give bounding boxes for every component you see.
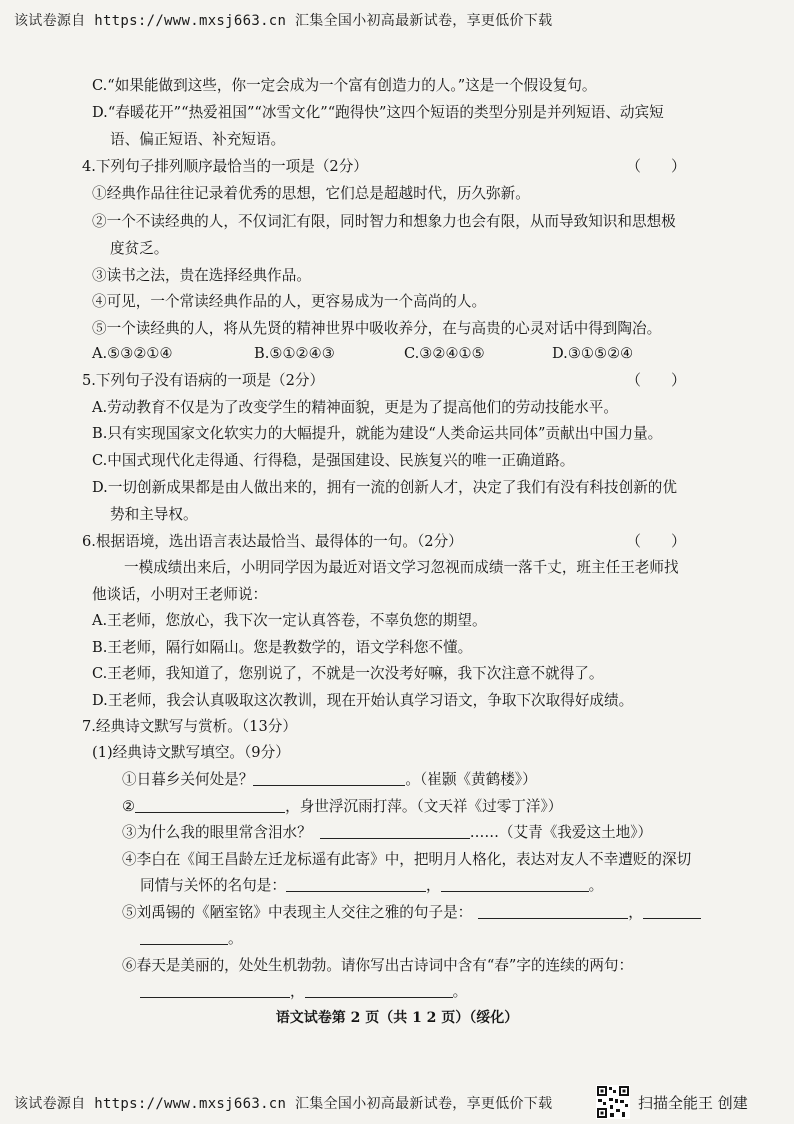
q6-choice-c: C.王老师，我知道了，您别说了，不就是一次没考好嘛，我下次注意不就得了。 xyxy=(92,665,604,682)
q7-item-4-line2 xyxy=(140,876,603,896)
q4-choice-c: C.③②④①⑤ xyxy=(404,345,485,362)
source-banner-bottom: 该试卷源自 https://www.mxsj663.cn 汇集全国小初高最新试卷，享更低价下载 xyxy=(14,1096,553,1112)
qr-code-icon xyxy=(596,1085,630,1119)
q4-sentence-5: ⑤一个读经典的人，将从先贤的精神世界中吸收养分，在与高贵的心灵对话中得到陶冶。 xyxy=(92,320,662,337)
q7-item-6-period: 。 xyxy=(452,983,468,1000)
source-banner-top: 该试卷源自 https://www.mxsj663.cn 汇集全国小初高最新试卷，享更低价下载 xyxy=(14,13,553,29)
q5-choice-d-line2: 势和主导权。 xyxy=(110,506,198,523)
q4-choice-d: D.③①⑤②④ xyxy=(552,345,634,362)
q6-stem: 6.根据语境，选出语言表达最恰当、最得体的一句。（2分） xyxy=(82,533,463,550)
q6-choice-d: D.王老师，我会认真吸取这次教训，现在开始认真学习语文，争取下次取得好成绩。 xyxy=(92,692,634,709)
q7-item-5-blank-1[interactable] xyxy=(478,904,628,919)
q4-sentence-1: ①经典作品往往记录着优秀的思想，它们总是超越时代，历久弥新。 xyxy=(92,185,530,202)
q4-sentence-3: ③读书之法，贵在选择经典作品。 xyxy=(92,267,311,284)
q7-item-3-blank[interactable] xyxy=(320,824,470,839)
q4-sentence-4: ④可见，一个常读经典作品的人，更容易成为一个高尚的人。 xyxy=(92,293,487,310)
q3-option-d-line1: D.“春暖花开”“热爱祖国”“冰雪文化”“跑得快”这四个短语的类型分别是并列短语、动宾短 xyxy=(92,104,664,121)
q6-choice-a: A.王老师，您放心，我下次一定认真答卷，不辜负您的期望。 xyxy=(92,612,487,629)
q4-choice-b: B.⑤①②④③ xyxy=(254,345,335,362)
q7-item-6-line2 xyxy=(140,982,467,1002)
q4-answer-paren: （ ） xyxy=(626,157,687,175)
q7-item-6-blank-1[interactable] xyxy=(140,983,290,998)
q4-stem: 4.下列句子排列顺序最恰当的一项是（2分） xyxy=(82,158,368,175)
q7-item-2 xyxy=(122,797,562,817)
q5-stem: 5.下列句子没有语病的一项是（2分） xyxy=(82,372,325,389)
q6-context-line1: 一模成绩出来后，小明同学因为最近对语文学习忽视而成绩一落千丈，班主任王老师找 xyxy=(124,559,679,576)
q7-item-3 xyxy=(122,823,652,843)
q6-answer-paren: （ ） xyxy=(626,532,687,550)
q7-stem: 7.经典诗文默写与赏析。（13分） xyxy=(82,718,297,735)
q7-item-5-line2 xyxy=(140,929,243,949)
q7-item-6-comma: ， xyxy=(290,983,305,1000)
q7-item-4-period: 。 xyxy=(588,877,604,894)
q7-item-5-comma: ， xyxy=(628,904,643,921)
q3-option-c: C.“如果能做到这些，你一定会成为一个富有创造力的人。”这是一个假设复句。 xyxy=(92,77,597,94)
q7-item-2-source: ，身世浮沉雨打萍。（文天祥《过零丁洋》） xyxy=(285,798,563,815)
q7-item-4-line1: ④李白在《闻王昌龄左迁龙标遥有此寄》中，把明月人格化，表达对友人不幸遭贬的深切 xyxy=(122,851,692,868)
q7-item-3-prompt: ③为什么我的眼里常含泪水？ xyxy=(122,824,312,841)
q5-choice-a: A.劳动教育不仅是为了改变学生的精神面貌，更是为了提高他们的劳动技能水平。 xyxy=(92,399,618,416)
q7-sub1-heading: (1)经典诗文默写填空。（9分） xyxy=(92,744,290,761)
scanner-watermark: 扫描全能王 创建 xyxy=(638,1094,748,1112)
q7-item-2-blank[interactable] xyxy=(135,798,285,813)
q7-item-5-period: 。 xyxy=(228,930,243,947)
page-footer: 语文试卷第 2 页（共 1 2 页）（绥化） xyxy=(275,1010,519,1026)
q7-item-6-blank-2[interactable] xyxy=(305,983,453,998)
q7-item-4-blank-1[interactable] xyxy=(286,877,426,892)
q6-context-line2: 他谈话，小明对王老师说： xyxy=(92,586,268,603)
q7-item-4-comma: ， xyxy=(425,877,441,894)
q7-item-4-prompt: 同情与关怀的名句是： xyxy=(140,877,286,894)
q7-item-1-blank[interactable] xyxy=(253,771,405,786)
q7-item-5-blank-2a[interactable] xyxy=(643,904,701,919)
q4-choice-a: A.⑤③②①④ xyxy=(92,345,173,362)
q5-answer-paren: （ ） xyxy=(626,371,687,389)
q5-choice-c: C.中国式现代化走得通、行得稳，是强国建设、民族复兴的唯一正确道路。 xyxy=(92,452,575,469)
q7-item-4-blank-2[interactable] xyxy=(441,877,589,892)
q4-sentence-2-line2: 度贫乏。 xyxy=(110,240,169,257)
q4-sentence-2-line1: ②一个不读经典的人，不仅词汇有限，同时智力和想象力也会有限，从而导致知识和思想极 xyxy=(92,213,676,230)
q7-item-2-number: ② xyxy=(122,798,136,815)
q7-item-1 xyxy=(122,770,537,790)
q5-choice-d-line1: D.一切创新成果都是由人做出来的，拥有一流的创新人才，决定了我们有没有科技创新的优 xyxy=(92,479,677,496)
q7-item-5-line1 xyxy=(122,903,701,923)
q6-choice-b: B.王老师，隔行如隔山。您是教数学的，语文学科您不懂。 xyxy=(92,639,473,656)
q3-option-d-line2: 语、偏正短语、补充短语。 xyxy=(110,131,286,148)
q7-item-5-blank-2b[interactable] xyxy=(140,930,228,945)
q5-choice-b: B.只有实现国家文化软实力的大幅提升，就能为建设“人类命运共同体”贡献出中国力量。 xyxy=(92,425,663,442)
q7-item-1-prompt: ①日暮乡关何处是？ xyxy=(122,771,254,788)
q7-item-6-line1: ⑥春天是美丽的，处处生机勃勃。请你写出古诗词中含有“春”字的连续的两句： xyxy=(122,957,634,974)
q7-item-1-source: 。（崔颢《黄鹤楼》） xyxy=(405,771,537,788)
q7-item-3-source: ……（艾青《我爱这土地》） xyxy=(469,824,653,841)
q7-item-5-prompt: ⑤刘禹锡的《陋室铭》中表现主人交往之雅的句子是： xyxy=(122,904,473,921)
